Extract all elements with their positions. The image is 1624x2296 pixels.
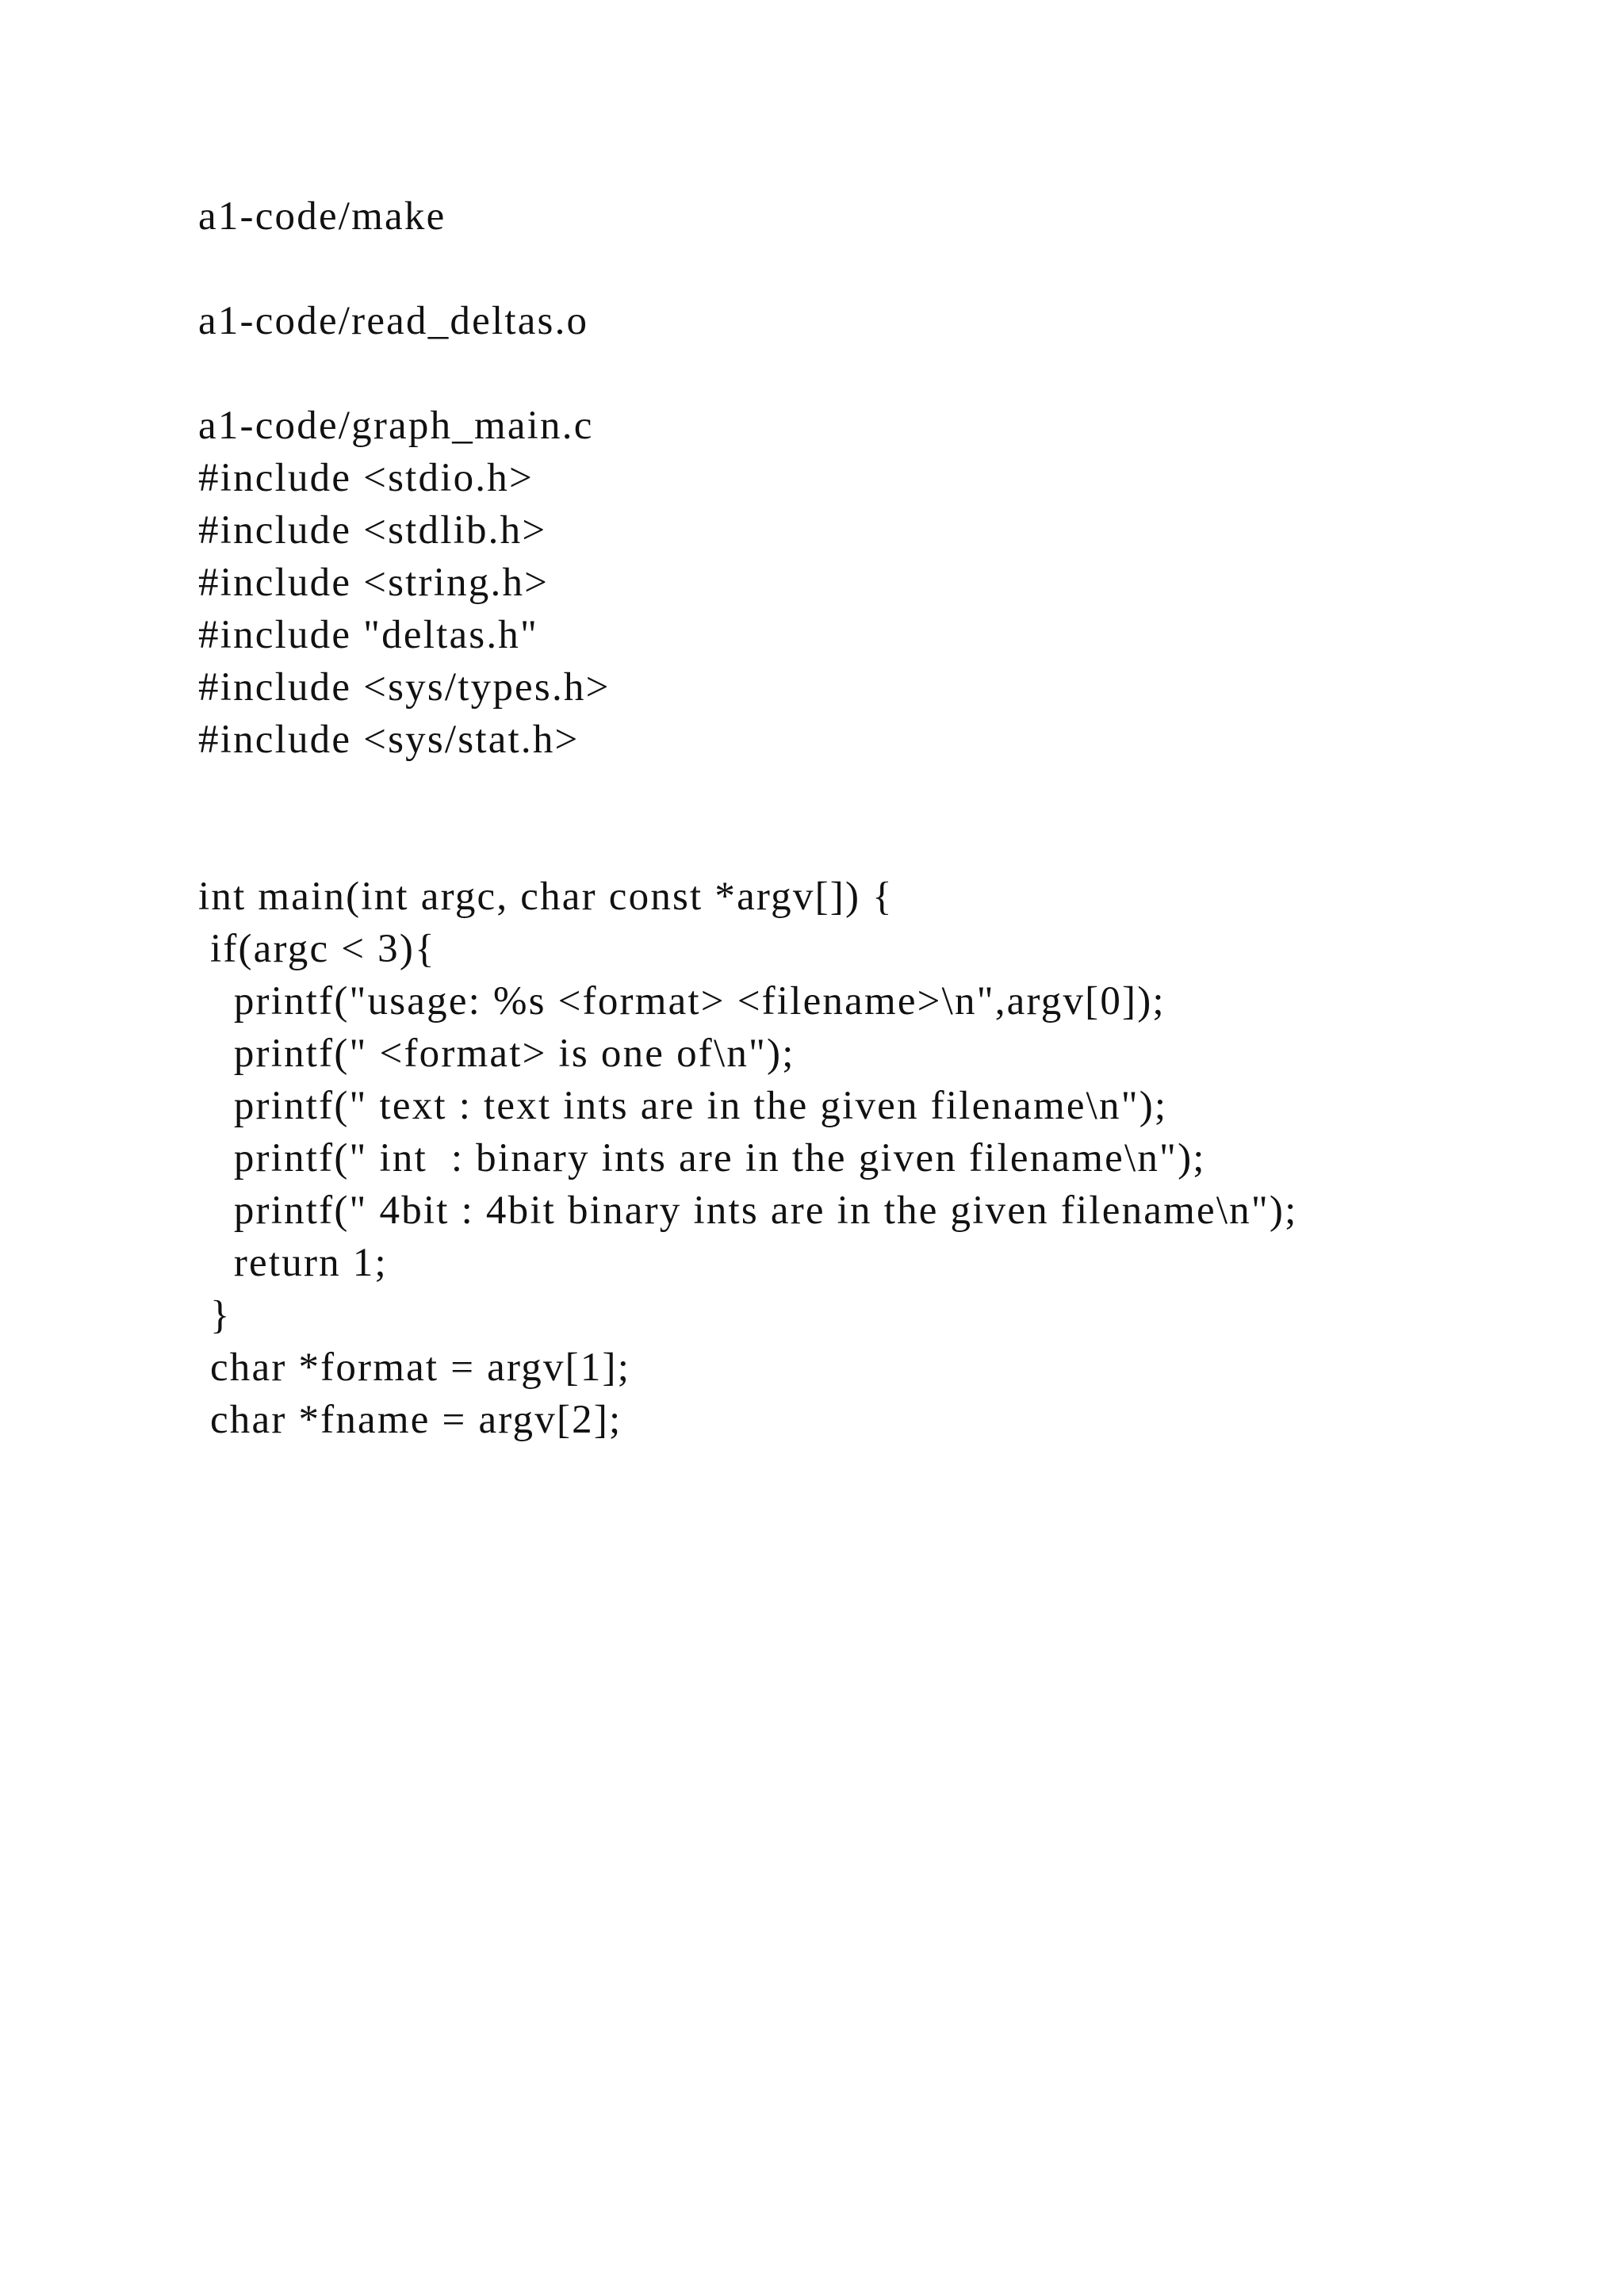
include-line: #include <sys/stat.h> xyxy=(198,718,580,762)
blank-lines xyxy=(198,766,1297,871)
code-line: char *fname = argv[2]; xyxy=(198,1398,622,1442)
blank-line xyxy=(198,243,1297,295)
document-text xyxy=(198,190,1297,1446)
code-line: printf(" text : text ints are in the given filename\n"); xyxy=(198,1084,1168,1128)
code-line: char *format = argv[1]; xyxy=(198,1345,631,1390)
code-line: return 1; xyxy=(198,1241,388,1285)
blank-line xyxy=(198,347,1297,400)
code-line: printf("usage: %s <format> <filename>\n",argv[0]); xyxy=(198,979,1166,1024)
include-line: #include <stdio.h> xyxy=(198,456,534,500)
code-line: int main(int argc, char const *argv[]) { xyxy=(198,874,894,919)
code-line: printf(" 4bit : 4bit binary ints are in the given filename\n"); xyxy=(198,1188,1298,1233)
include-line: #include <sys/types.h> xyxy=(198,665,611,710)
code-line: } xyxy=(198,1293,232,1337)
file-path-read-deltas: a1-code/read_deltas.o xyxy=(198,299,589,343)
include-line: #include <stdlib.h> xyxy=(198,508,547,553)
file-path-graph-main: a1-code/graph_main.c xyxy=(198,404,594,448)
code-line: if(argc < 3){ xyxy=(198,927,436,971)
code-line: printf(" <format> is one of\n"); xyxy=(198,1031,795,1076)
include-line: #include <string.h> xyxy=(198,561,550,605)
file-path-make: a1-code/make xyxy=(198,194,446,239)
include-line: #include "deltas.h" xyxy=(198,613,539,657)
code-line: printf(" int : binary ints are in the given filename\n"); xyxy=(198,1136,1206,1181)
